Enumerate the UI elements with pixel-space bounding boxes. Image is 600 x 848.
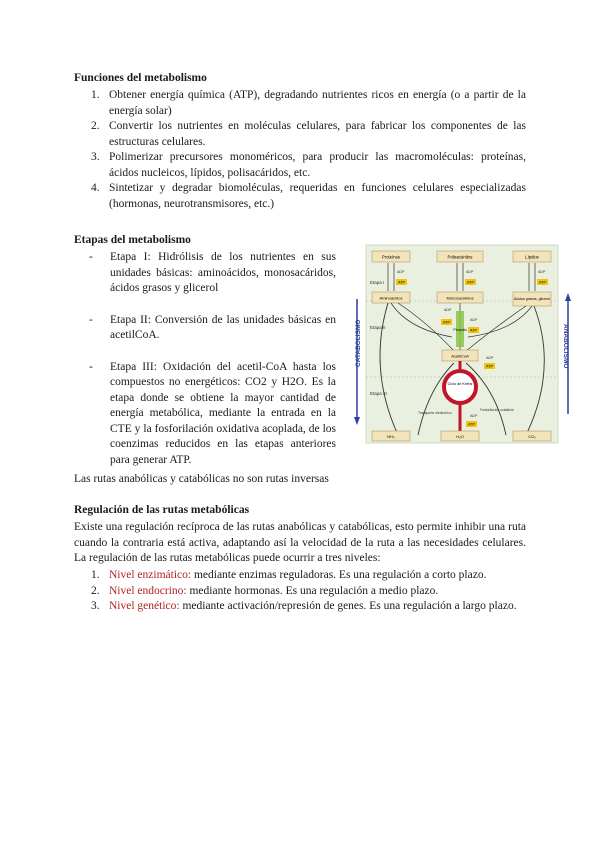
term: Nivel genético: [109, 600, 180, 612]
svg-text:ATP: ATP [486, 364, 493, 369]
stage-label: Etapa I [370, 280, 385, 285]
list-item: 3. Nivel genético: mediante activación/represión de genes. Es una regulación a largo plazo. [91, 600, 517, 612]
svg-text:NH₃: NH₃ [387, 434, 395, 439]
krebs-cycle [444, 371, 476, 403]
functions-list [74, 88, 526, 212]
svg-text:ADP: ADP [538, 270, 546, 274]
svg-text:Transporte electrónico: Transporte electrónico [418, 411, 452, 415]
term: Nivel endocrino: [109, 584, 187, 597]
regulation-intro: Existe una regulación recíproca de las rutas anabólicas y catabólicas, esto permite inhibir una ruta cuando la contraria está activa, adaptando así la velocidad de la ruta a las necesidades celulares. La regulación de las rutas metabólicas puede ocurrir a tres niveles: [74, 521, 526, 564]
svg-text:Aminoácidos: Aminoácidos [379, 295, 403, 301]
list-item: 1. Nivel enzimático: mediante enzimas reguladoras. Es una regulación a corto plazo. [91, 569, 487, 581]
list-item: 3. Polimerizar precursores monoméricos, para producir las macromoléculas: proteínas, ácidos nucleicos, lípidos, polisacáridos, etc. [91, 151, 526, 179]
svg-text:ADP: ADP [470, 414, 478, 418]
svg-text:Proteínas: Proteínas [382, 254, 400, 260]
stages-heading: Etapas del metabolismo [74, 234, 191, 246]
svg-text:ADP: ADP [444, 308, 452, 312]
svg-text:ATP: ATP [470, 328, 477, 333]
metabolism-diagram [348, 239, 578, 449]
svg-text:Fosforilación oxidativa: Fosforilación oxidativa [480, 408, 514, 412]
stage-label: Etapa II [370, 325, 386, 330]
svg-text:Ácidos grasos, glicerol: Ácidos grasos, glicerol [514, 297, 550, 301]
bottom-boxes [372, 431, 551, 441]
list-item: 2. Nivel endocrino: mediante hormonas. Es una regulación a medio plazo. [91, 584, 439, 597]
anabolism-label: ANABOLISMO [562, 324, 569, 369]
stage-label: Etapa III [370, 391, 387, 396]
svg-text:ATP: ATP [398, 280, 405, 285]
svg-text:CO₂: CO₂ [528, 434, 536, 439]
catabolism-label: CATABOLISMO [355, 319, 362, 367]
list-item: 1. Obtener energía química (ATP), degradando nutrientes ricos en energía (o a partir de la energía solar) [91, 89, 526, 117]
svg-text:ATP: ATP [468, 422, 475, 427]
regulation-list [74, 568, 526, 615]
stages-list [74, 250, 336, 468]
svg-text:ATP: ATP [443, 320, 450, 325]
svg-text:ADP: ADP [397, 270, 405, 274]
list-item: 2. Convertir los nutrientes en moléculas celulares, para fabricar los componentes de las estructuras celulares. [91, 120, 526, 148]
list-item: 4. Sintetizar y degradar biomoléculas, requeridas en funciones celulares especializadas (hormonas, neurotransmisores, etc.) [91, 182, 526, 210]
functions-heading: Funciones del metabolismo [74, 72, 207, 84]
svg-text:ADP: ADP [466, 270, 474, 274]
stages-note: Las rutas anabólicas y catabólicas no son rutas inversas [74, 473, 329, 485]
svg-text:Lípidos: Lípidos [525, 254, 539, 260]
svg-text:Monosacáridos: Monosacáridos [446, 295, 474, 301]
top-boxes [372, 251, 551, 262]
svg-text:H₂O: H₂O [456, 434, 464, 439]
term: Nivel enzimático: [109, 569, 192, 581]
svg-text:ADP: ADP [470, 318, 478, 322]
svg-text:Piruvato: Piruvato [453, 328, 467, 332]
svg-text:ATP: ATP [467, 280, 474, 285]
svg-text:ATP: ATP [539, 280, 546, 285]
svg-text:Polisacáridos: Polisacáridos [447, 254, 473, 260]
svg-text:ADP: ADP [486, 356, 494, 360]
list-item: - Etapa III: Oxidación del acetil-CoA hasta los compuestos no energéticos: CO2 y H2O. Es la etapa donde se obtiene la mayor cantidad de energía metabólica, mediante la entrada en la CTE y la fosforilación oxidativa acoplada, de los coenzimas reducidos en las etapas anteriores para generar ATP. [89, 360, 336, 466]
regulation-heading: Regulación de las rutas metabólicas [74, 504, 250, 516]
list-item: - Etapa II: Conversión de las unidades básicas en acetilCoA. [89, 313, 336, 341]
svg-text:Ciclo de Krebs: Ciclo de Krebs [447, 382, 473, 386]
list-item: - Etapa I: Hidrólisis de los nutrientes en sus unidades básicas: aminoácidos, monosacáridos, ácidos grasos y glicerol [89, 251, 336, 294]
svg-text:AcetilCoA: AcetilCoA [451, 353, 469, 359]
